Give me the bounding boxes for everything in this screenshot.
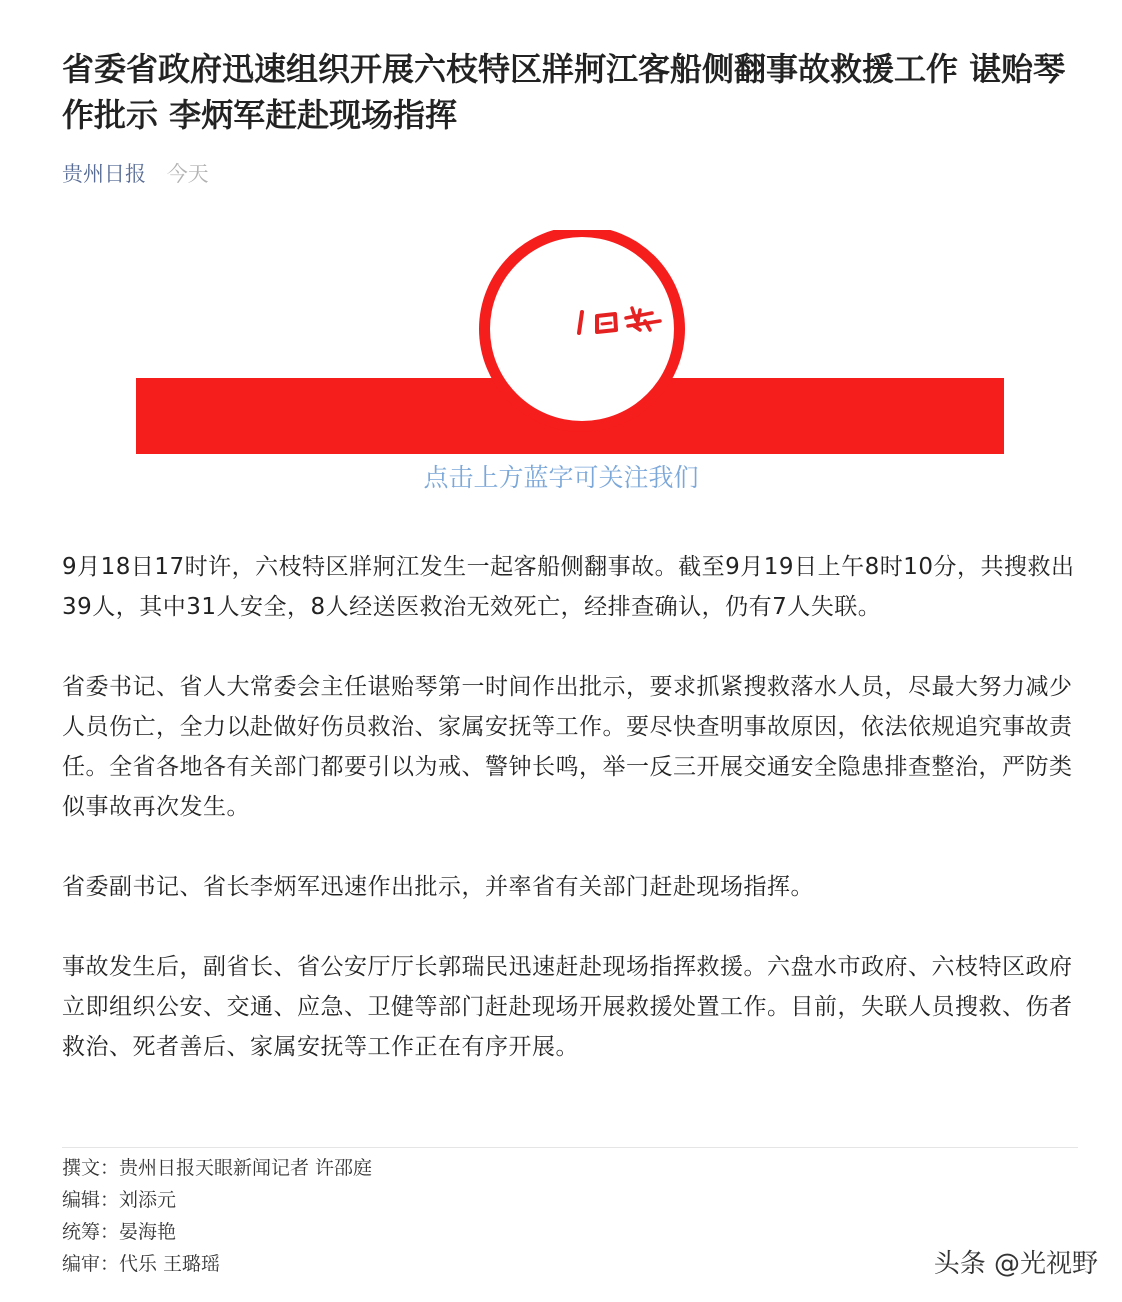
toutiao-watermark: 头条 @光视野 xyxy=(933,1249,1098,1279)
credits-divider xyxy=(62,1147,1078,1148)
publish-time: 今天 xyxy=(166,162,209,186)
article-meta xyxy=(62,158,209,190)
logo-inner-circle xyxy=(490,237,674,421)
credits-block xyxy=(62,1152,762,1280)
paragraph-4: 事故发生后，副省长、省公安厅厅长郭瑞民迅速赶赴现场指挥救援。六盘水市政府、六枝特区政府立即组织公安、交通、应急、卫健等部门赶赴现场开展救援处置工作。目前，失联人员搜救、伤者救治、死者善后、家属安抚等工作正在有序开展。 xyxy=(62,954,1073,1060)
paragraph-1: 9月18日17时许，六枝特区牂牁江发生一起客船侧翻事故。截至9月19日上午8时10分，共搜救出39人，其中31人安全，8人经送医救治无效死亡，经排查确认，仍有7人失联。 xyxy=(62,554,1075,620)
paragraph-2: 省委书记、省人大常委会主任谌贻琴第一时间作出批示，要求抓紧搜救落水人员，尽最大努力减少人员伤亡，全力以赴做好伤员救治、家属安抚等工作。要尽快查明事故原因，依法依规追究事故责任。全省各地各有关部门都要引以为戒、警钟长鸣，举一反三开展交通安全隐患排查整治，严防类似事故再次发生。 xyxy=(62,674,1073,820)
article-title: 省委省政府迅速组织开展六枝特区牂牁江客船侧翻事故救援工作 谌贻琴作批示 李炳军赶赴现场指挥 xyxy=(62,50,1066,134)
article-body xyxy=(62,547,1082,1107)
source-link[interactable]: 贵州日报 xyxy=(62,162,146,186)
credit-editor: 编辑：刘添元 xyxy=(62,1189,177,1211)
credit-coordinator: 统筹：晏海艳 xyxy=(62,1221,177,1243)
follow-hint-link[interactable]: 点击上方蓝字可关注我们 xyxy=(423,463,699,492)
follow-banner xyxy=(0,230,1122,510)
paragraph-3: 省委副书记、省长李炳军迅速作出批示，并率省有关部门赶赴现场指挥。 xyxy=(62,874,814,900)
credit-author: 撰文：贵州日报天眼新闻记者 许邵庭 xyxy=(62,1157,373,1179)
credit-reviewer: 编审：代乐 王璐瑶 xyxy=(62,1253,221,1275)
